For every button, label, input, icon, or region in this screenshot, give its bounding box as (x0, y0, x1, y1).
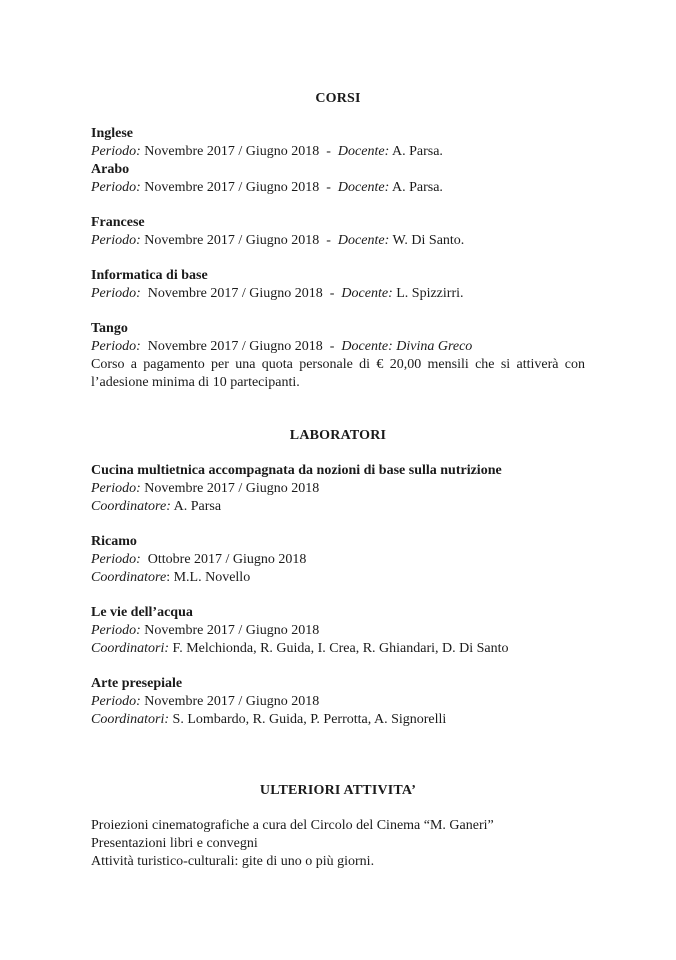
lab-cucina (91, 462, 591, 516)
docente-label: Docente: (341, 339, 393, 354)
periodo-value: Ottobre 2017 / Giugno 2018 (147, 552, 307, 567)
docente-label: Docente: (337, 144, 390, 159)
separator: - (322, 286, 342, 301)
docente-value: W. Di Santo. (392, 233, 465, 248)
course-details (91, 232, 591, 250)
periodo-value: Novembre 2017 / Giugno 2018 (144, 180, 320, 195)
periodo-label: Periodo: (91, 694, 141, 709)
course-details (91, 143, 591, 161)
course-tango (91, 320, 591, 392)
docente-value: L. Spizzirri. (396, 286, 464, 301)
lab-periodo (91, 622, 591, 640)
course-name: Francese (91, 215, 145, 230)
course-details (91, 285, 591, 303)
lab-name: Arte presepiale (91, 676, 183, 691)
coord-value: A. Parsa (173, 499, 222, 514)
periodo-label: Periodo: (91, 481, 141, 496)
lab-periodo (91, 551, 591, 569)
periodo-label: Periodo: (91, 339, 141, 354)
docente-label: Docente: (337, 233, 390, 248)
periodo-value: Novembre 2017 / Giugno 2018 (147, 286, 323, 301)
coord-label: Coordinatori: (91, 641, 170, 656)
section-title-corsi: CORSI (315, 91, 361, 106)
periodo-label: Periodo: (91, 180, 141, 195)
docente-label: Docente: (337, 180, 390, 195)
activity-line: Proiezioni cinematografiche a cura del Circolo del Cinema “M. Ganeri” (91, 818, 494, 833)
docente-value: A. Parsa. (391, 144, 443, 159)
lab-coordinatore (91, 569, 591, 587)
docente-label: Docente: (341, 286, 393, 301)
course-details (91, 179, 591, 197)
separator: - (319, 233, 338, 248)
activity-line: Attività turistico-culturali: gite di uno o più giorni. (91, 854, 375, 869)
periodo-value: Novembre 2017 / Giugno 2018 (144, 694, 320, 709)
lab-periodo (91, 480, 591, 498)
lab-periodo (91, 693, 591, 711)
periodo-label: Periodo: (91, 144, 141, 159)
course-details (91, 338, 591, 356)
course-note: Corso a pagamento per una quota personale di € 20,00 mensili che si attiverà con l’adesione minima di 10 partecipanti. (91, 357, 585, 390)
lab-coordinatore (91, 498, 591, 516)
coord-value: S. Lombardo, R. Guida, P. Perrotta, A. Signorelli (172, 712, 447, 727)
periodo-label: Periodo: (91, 552, 141, 567)
course-arabo (91, 161, 591, 197)
docente-value: A. Parsa. (391, 180, 443, 195)
section-title-ulteriori: ULTERIORI ATTIVITA’ (259, 783, 417, 798)
docente-value: Divina Greco (396, 339, 473, 354)
periodo-label: Periodo: (91, 286, 141, 301)
course-name: Inglese (91, 126, 133, 141)
coord-label: Coordinatore (91, 570, 167, 585)
periodo-label: Periodo: (91, 233, 141, 248)
periodo-value: Novembre 2017 / Giugno 2018 (144, 481, 320, 496)
section-title-laboratori: LABORATORI (289, 428, 387, 443)
lab-arte-presepiale (91, 675, 591, 729)
periodo-value: Novembre 2017 / Giugno 2018 (144, 233, 320, 248)
coord-label: Coordinatori: (91, 712, 170, 727)
course-name: Arabo (91, 162, 130, 177)
lab-vie-acqua (91, 604, 591, 658)
separator: - (322, 339, 342, 354)
separator: - (319, 180, 338, 195)
periodo-value: Novembre 2017 / Giugno 2018 (147, 339, 323, 354)
periodo-label: Periodo: (91, 623, 141, 638)
lab-coordinatori (91, 711, 591, 729)
course-informatica (91, 267, 591, 303)
course-inglese (91, 125, 591, 161)
periodo-value: Novembre 2017 / Giugno 2018 (144, 144, 320, 159)
lab-name: Le vie dell’acqua (91, 605, 193, 620)
activity-line: Presentazioni libri e convegni (91, 836, 258, 851)
lab-ricamo (91, 533, 591, 587)
coord-value: : M.L. Novello (166, 570, 251, 585)
course-francese (91, 214, 591, 250)
separator: - (319, 144, 338, 159)
coord-label: Coordinatore: (91, 499, 171, 514)
lab-coordinatori (91, 640, 591, 658)
coord-value: F. Melchionda, R. Guida, I. Crea, R. Ghiandari, D. Di Santo (172, 641, 509, 656)
periodo-value: Novembre 2017 / Giugno 2018 (144, 623, 320, 638)
lab-name: Cucina multietnica accompagnata da nozioni di base sulla nutrizione (91, 463, 502, 478)
course-name: Informatica di base (91, 268, 208, 283)
ulteriori-list (91, 817, 591, 871)
lab-name: Ricamo (91, 534, 137, 549)
course-name: Tango (91, 321, 128, 336)
